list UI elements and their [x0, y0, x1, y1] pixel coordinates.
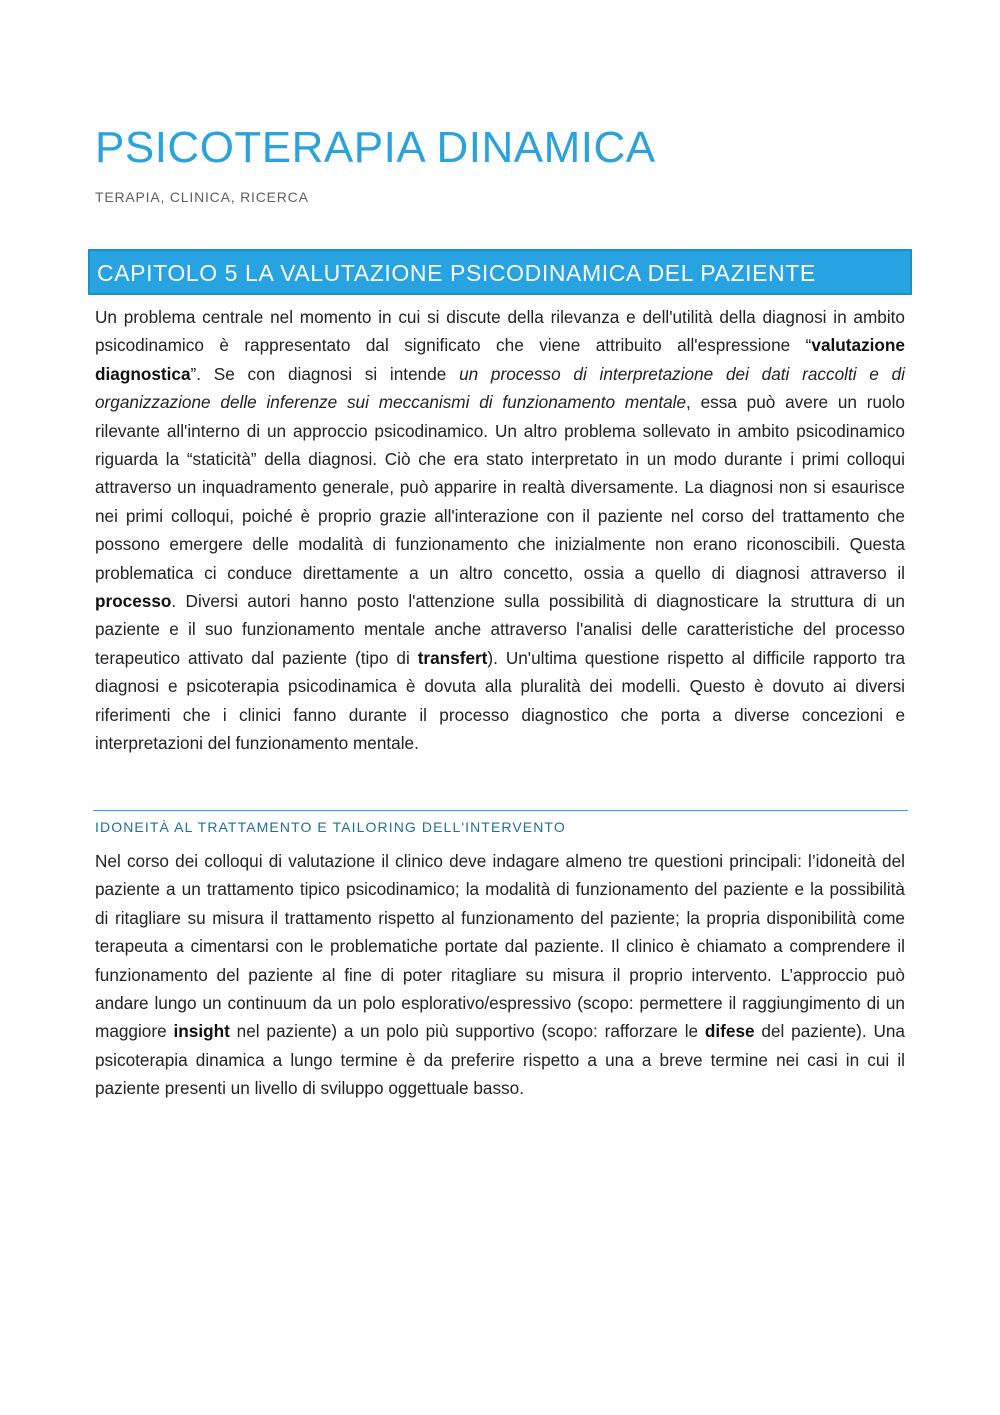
text-run: , essa può avere un ruolo rilevante all'interno di un approccio psicodinamico. Un altro problema sollevato in ambito psicodinamico riguarda la “staticità” della diagnosi. Ciò che era stato interpretato in un modo durante i primi colloqui attraverso un inquadramento generale, può apparire in realtà diversamente. La diagnosi non si esaurisce nei primi colloqui, poiché è proprio grazie all'interazione con il paziente nel corso del trattamento che possono emergere delle modalità di funzionamento che inizialmente non erano riconoscibili. Questa problematica ci conduce direttamente a un altro concetto, ossia a quello di diagnosi attraverso il	[95, 392, 905, 583]
section-heading: IDONEITÀ AL TRATTAMENTO E TAILORING DELL'INTERVENTO	[95, 819, 566, 835]
text-run: ”. Se con diagnosi si intende	[190, 363, 460, 384]
bold-term: valutazione diagnostica	[95, 335, 905, 384]
text-run: . Diversi autori hanno posto l'attenzione sulla possibilità di diagnosticare la struttura di un paziente e il suo funzionamento mentale anche attraverso l'analisi delle caratteristiche del processo terapeutico attivato dal paziente (tipo di	[95, 591, 905, 668]
text-run: del paziente). Una psicoterapia dinamica a lungo termine è da preferire rispetto a una a breve termine nei casi in cui il paziente presenti un livello di sviluppo oggettuale basso.	[95, 1021, 905, 1099]
text-run: ). Un'ultima questione rispetto al difficile rapporto tra diagnosi e psicoterapia psicodinamica è dovuta alla pluralità dei modelli. Questo è dovuto ai diversi riferimenti che i clinici fanno durante il processo diagnostico che porta a diverse concezioni e interpretazioni del funzionamento mentale.	[95, 647, 906, 754]
bold-term: insight	[173, 1021, 230, 1042]
chapter-heading: CAPITOLO 5 LA VALUTAZIONE PSICODINAMICA DEL PAZIENTE	[97, 260, 816, 286]
text-run: nel paziente) a un polo più supportivo (scopo: rafforzare le	[229, 1021, 705, 1042]
chapter-heading-band	[88, 249, 912, 295]
text-run: Un problema centrale nel momento in cui si discute della rilevanza e dell'utilità della diagnosi in ambito psicodinamico è rappresentato dal significato che viene attribuito all'espressione “	[95, 307, 905, 356]
document-subtitle: TERAPIA, CLINICA, RICERCA	[95, 189, 309, 205]
text-run: Nel corso dei colloqui di valutazione il clinico deve indagare almeno tre questioni principali: l’idoneità del paziente a un trattamento tipico psicodinamico; la modalità di funzionamento del paziente e la possibilità di ritagliare su misura il trattamento rispetto al funzionamento del paziente; la propria disponibilità come terapeuta a cimentarsi con le problematiche portate dal paziente. Il clinico è chiamato a comprendere il funzionamento del paziente al fine di poter ritagliare su misura il proprio intervento. L’approccio può andare lungo un continuum da un polo esplorativo/espressivo (scopo: permettere il raggiungimento di un maggiore	[95, 851, 905, 1042]
italic-definition: un processo di interpretazione dei dati raccolti e di organizzazione delle inferenze sui meccanismi di funzionamento mentale	[95, 363, 905, 413]
bold-term: transfert	[417, 647, 488, 668]
bold-term: processo	[95, 591, 172, 612]
section-divider	[93, 810, 908, 811]
chapter-body-paragraph	[95, 303, 905, 758]
document-title: PSICOTERAPIA DINAMICA	[95, 123, 656, 172]
bold-term: difese	[704, 1021, 755, 1042]
section-body-paragraph	[95, 847, 905, 1103]
